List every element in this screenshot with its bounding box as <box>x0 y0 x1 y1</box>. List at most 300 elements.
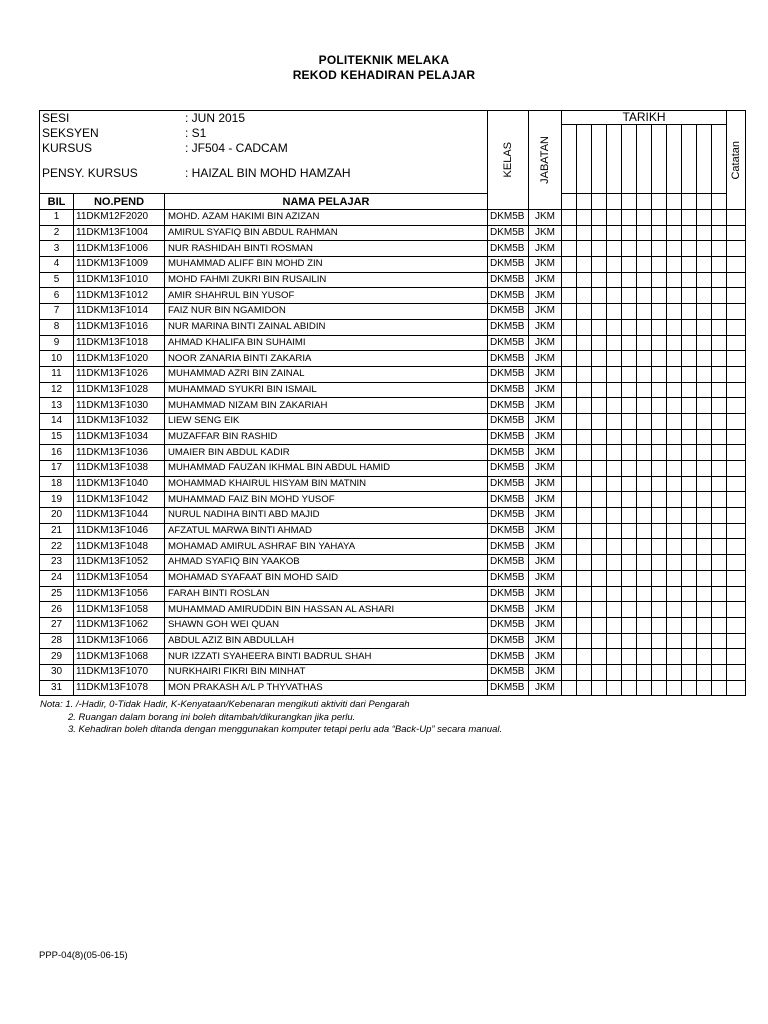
attendance-cell[interactable] <box>577 382 592 398</box>
catatan-cell[interactable] <box>727 319 746 335</box>
attendance-cell[interactable] <box>652 539 667 555</box>
catatan-cell[interactable] <box>727 366 746 382</box>
attendance-cell[interactable] <box>667 304 682 320</box>
attendance-cell[interactable] <box>622 539 637 555</box>
attendance-cell[interactable] <box>562 398 577 414</box>
attendance-cell[interactable] <box>607 649 622 665</box>
attendance-cell[interactable] <box>697 649 712 665</box>
attendance-cell[interactable] <box>682 445 697 461</box>
attendance-cell[interactable] <box>682 272 697 288</box>
attendance-cell[interactable] <box>562 586 577 602</box>
date-column-cell[interactable] <box>652 125 667 194</box>
attendance-cell[interactable] <box>652 649 667 665</box>
attendance-cell[interactable] <box>637 272 652 288</box>
attendance-cell[interactable] <box>622 664 637 680</box>
attendance-cell[interactable] <box>682 335 697 351</box>
attendance-cell[interactable] <box>562 680 577 696</box>
attendance-cell[interactable] <box>652 633 667 649</box>
attendance-cell[interactable] <box>577 319 592 335</box>
attendance-cell[interactable] <box>712 492 727 508</box>
attendance-cell[interactable] <box>712 617 727 633</box>
attendance-cell[interactable] <box>592 461 607 477</box>
attendance-cell[interactable] <box>682 241 697 257</box>
attendance-cell[interactable] <box>622 413 637 429</box>
attendance-cell[interactable] <box>562 664 577 680</box>
attendance-cell[interactable] <box>682 617 697 633</box>
attendance-cell[interactable] <box>712 257 727 273</box>
attendance-cell[interactable] <box>622 555 637 571</box>
attendance-cell[interactable] <box>712 413 727 429</box>
attendance-cell[interactable] <box>607 555 622 571</box>
attendance-cell[interactable] <box>712 445 727 461</box>
catatan-cell[interactable] <box>727 680 746 696</box>
attendance-cell[interactable] <box>682 586 697 602</box>
attendance-cell[interactable] <box>697 617 712 633</box>
catatan-cell[interactable] <box>727 241 746 257</box>
attendance-cell[interactable] <box>577 602 592 618</box>
catatan-cell[interactable] <box>727 476 746 492</box>
attendance-cell[interactable] <box>577 413 592 429</box>
attendance-cell[interactable] <box>637 398 652 414</box>
attendance-cell[interactable] <box>577 461 592 477</box>
attendance-cell[interactable] <box>637 570 652 586</box>
attendance-cell[interactable] <box>682 649 697 665</box>
attendance-cell[interactable] <box>637 429 652 445</box>
attendance-cell[interactable] <box>637 257 652 273</box>
attendance-cell[interactable] <box>682 225 697 241</box>
attendance-cell[interactable] <box>592 241 607 257</box>
date-column-cell[interactable] <box>577 125 592 194</box>
attendance-cell[interactable] <box>637 366 652 382</box>
attendance-cell[interactable] <box>667 445 682 461</box>
attendance-cell[interactable] <box>622 272 637 288</box>
attendance-cell[interactable] <box>577 555 592 571</box>
attendance-cell[interactable] <box>562 476 577 492</box>
attendance-cell[interactable] <box>667 461 682 477</box>
attendance-cell[interactable] <box>637 413 652 429</box>
attendance-cell[interactable] <box>577 649 592 665</box>
attendance-cell[interactable] <box>622 382 637 398</box>
attendance-cell[interactable] <box>697 288 712 304</box>
attendance-cell[interactable] <box>577 617 592 633</box>
attendance-cell[interactable] <box>712 633 727 649</box>
attendance-cell[interactable] <box>622 523 637 539</box>
attendance-cell[interactable] <box>682 413 697 429</box>
attendance-cell[interactable] <box>592 351 607 367</box>
attendance-cell[interactable] <box>652 508 667 524</box>
catatan-cell[interactable] <box>727 508 746 524</box>
attendance-cell[interactable] <box>622 429 637 445</box>
attendance-cell[interactable] <box>607 382 622 398</box>
attendance-cell[interactable] <box>577 492 592 508</box>
attendance-cell[interactable] <box>592 225 607 241</box>
attendance-cell[interactable] <box>592 633 607 649</box>
attendance-cell[interactable] <box>667 382 682 398</box>
attendance-cell[interactable] <box>607 539 622 555</box>
attendance-cell[interactable] <box>592 272 607 288</box>
attendance-cell[interactable] <box>622 335 637 351</box>
attendance-cell[interactable] <box>622 398 637 414</box>
attendance-cell[interactable] <box>652 319 667 335</box>
attendance-cell[interactable] <box>712 429 727 445</box>
attendance-cell[interactable] <box>607 476 622 492</box>
attendance-cell[interactable] <box>637 382 652 398</box>
attendance-cell[interactable] <box>562 382 577 398</box>
attendance-cell[interactable] <box>697 523 712 539</box>
catatan-cell[interactable] <box>727 602 746 618</box>
date-column-cell[interactable] <box>682 194 697 210</box>
attendance-cell[interactable] <box>697 241 712 257</box>
catatan-cell[interactable] <box>727 492 746 508</box>
attendance-cell[interactable] <box>697 351 712 367</box>
attendance-cell[interactable] <box>697 366 712 382</box>
attendance-cell[interactable] <box>682 429 697 445</box>
attendance-cell[interactable] <box>712 304 727 320</box>
attendance-cell[interactable] <box>667 241 682 257</box>
attendance-cell[interactable] <box>622 586 637 602</box>
attendance-cell[interactable] <box>607 664 622 680</box>
attendance-cell[interactable] <box>712 272 727 288</box>
attendance-cell[interactable] <box>637 617 652 633</box>
attendance-cell[interactable] <box>652 413 667 429</box>
attendance-cell[interactable] <box>667 508 682 524</box>
attendance-cell[interactable] <box>637 523 652 539</box>
attendance-cell[interactable] <box>652 351 667 367</box>
attendance-cell[interactable] <box>562 304 577 320</box>
attendance-cell[interactable] <box>577 351 592 367</box>
date-column-cell[interactable] <box>562 194 577 210</box>
attendance-cell[interactable] <box>712 476 727 492</box>
attendance-cell[interactable] <box>577 680 592 696</box>
attendance-cell[interactable] <box>592 429 607 445</box>
attendance-cell[interactable] <box>622 288 637 304</box>
attendance-cell[interactable] <box>652 617 667 633</box>
attendance-cell[interactable] <box>637 319 652 335</box>
attendance-cell[interactable] <box>667 664 682 680</box>
date-column-cell[interactable] <box>652 194 667 210</box>
attendance-cell[interactable] <box>637 351 652 367</box>
attendance-cell[interactable] <box>577 210 592 226</box>
attendance-cell[interactable] <box>592 288 607 304</box>
attendance-cell[interactable] <box>712 288 727 304</box>
attendance-cell[interactable] <box>712 602 727 618</box>
attendance-cell[interactable] <box>592 413 607 429</box>
date-column-cell[interactable] <box>637 194 652 210</box>
attendance-cell[interactable] <box>622 319 637 335</box>
attendance-cell[interactable] <box>667 649 682 665</box>
attendance-cell[interactable] <box>607 429 622 445</box>
attendance-cell[interactable] <box>667 555 682 571</box>
attendance-cell[interactable] <box>607 413 622 429</box>
attendance-cell[interactable] <box>637 335 652 351</box>
attendance-cell[interactable] <box>652 241 667 257</box>
attendance-cell[interactable] <box>712 586 727 602</box>
attendance-cell[interactable] <box>592 492 607 508</box>
attendance-cell[interactable] <box>667 319 682 335</box>
attendance-cell[interactable] <box>607 492 622 508</box>
attendance-cell[interactable] <box>622 445 637 461</box>
attendance-cell[interactable] <box>652 335 667 351</box>
attendance-cell[interactable] <box>637 508 652 524</box>
attendance-cell[interactable] <box>697 382 712 398</box>
attendance-cell[interactable] <box>562 429 577 445</box>
date-column-cell[interactable] <box>712 194 727 210</box>
attendance-cell[interactable] <box>652 210 667 226</box>
attendance-cell[interactable] <box>607 461 622 477</box>
attendance-cell[interactable] <box>622 351 637 367</box>
attendance-cell[interactable] <box>577 366 592 382</box>
attendance-cell[interactable] <box>637 445 652 461</box>
attendance-cell[interactable] <box>712 680 727 696</box>
attendance-cell[interactable] <box>652 257 667 273</box>
attendance-cell[interactable] <box>667 288 682 304</box>
attendance-cell[interactable] <box>652 398 667 414</box>
attendance-cell[interactable] <box>697 398 712 414</box>
catatan-cell[interactable] <box>727 461 746 477</box>
attendance-cell[interactable] <box>577 225 592 241</box>
date-column-cell[interactable] <box>697 125 712 194</box>
attendance-cell[interactable] <box>667 570 682 586</box>
attendance-cell[interactable] <box>697 335 712 351</box>
attendance-cell[interactable] <box>697 476 712 492</box>
catatan-cell[interactable] <box>727 288 746 304</box>
attendance-cell[interactable] <box>562 445 577 461</box>
attendance-cell[interactable] <box>577 335 592 351</box>
attendance-cell[interactable] <box>682 351 697 367</box>
attendance-cell[interactable] <box>637 476 652 492</box>
catatan-cell[interactable] <box>727 445 746 461</box>
attendance-cell[interactable] <box>562 523 577 539</box>
attendance-cell[interactable] <box>592 398 607 414</box>
attendance-cell[interactable] <box>652 476 667 492</box>
attendance-cell[interactable] <box>607 523 622 539</box>
attendance-cell[interactable] <box>682 210 697 226</box>
catatan-cell[interactable] <box>727 586 746 602</box>
attendance-cell[interactable] <box>592 476 607 492</box>
attendance-cell[interactable] <box>697 555 712 571</box>
attendance-cell[interactable] <box>637 602 652 618</box>
catatan-cell[interactable] <box>727 351 746 367</box>
attendance-cell[interactable] <box>652 429 667 445</box>
attendance-cell[interactable] <box>607 288 622 304</box>
attendance-cell[interactable] <box>622 476 637 492</box>
attendance-cell[interactable] <box>562 366 577 382</box>
attendance-cell[interactable] <box>577 241 592 257</box>
attendance-cell[interactable] <box>607 351 622 367</box>
attendance-cell[interactable] <box>697 664 712 680</box>
attendance-cell[interactable] <box>652 304 667 320</box>
attendance-cell[interactable] <box>697 633 712 649</box>
attendance-cell[interactable] <box>577 445 592 461</box>
attendance-cell[interactable] <box>697 413 712 429</box>
attendance-cell[interactable] <box>622 617 637 633</box>
attendance-cell[interactable] <box>667 366 682 382</box>
attendance-cell[interactable] <box>622 508 637 524</box>
attendance-cell[interactable] <box>712 461 727 477</box>
date-column-cell[interactable] <box>712 125 727 194</box>
catatan-cell[interactable] <box>727 398 746 414</box>
attendance-cell[interactable] <box>652 492 667 508</box>
attendance-cell[interactable] <box>592 539 607 555</box>
attendance-cell[interactable] <box>622 241 637 257</box>
attendance-cell[interactable] <box>607 257 622 273</box>
attendance-cell[interactable] <box>667 335 682 351</box>
attendance-cell[interactable] <box>577 398 592 414</box>
attendance-cell[interactable] <box>652 523 667 539</box>
attendance-cell[interactable] <box>622 225 637 241</box>
attendance-cell[interactable] <box>712 366 727 382</box>
attendance-cell[interactable] <box>577 586 592 602</box>
attendance-cell[interactable] <box>667 429 682 445</box>
attendance-cell[interactable] <box>682 570 697 586</box>
attendance-cell[interactable] <box>637 680 652 696</box>
catatan-cell[interactable] <box>727 570 746 586</box>
attendance-cell[interactable] <box>622 570 637 586</box>
catatan-cell[interactable] <box>727 335 746 351</box>
attendance-cell[interactable] <box>667 633 682 649</box>
attendance-cell[interactable] <box>697 225 712 241</box>
attendance-cell[interactable] <box>607 241 622 257</box>
attendance-cell[interactable] <box>697 508 712 524</box>
attendance-cell[interactable] <box>622 492 637 508</box>
attendance-cell[interactable] <box>637 304 652 320</box>
attendance-cell[interactable] <box>697 586 712 602</box>
attendance-cell[interactable] <box>682 476 697 492</box>
attendance-cell[interactable] <box>652 225 667 241</box>
attendance-cell[interactable] <box>712 649 727 665</box>
attendance-cell[interactable] <box>682 680 697 696</box>
attendance-cell[interactable] <box>697 445 712 461</box>
attendance-cell[interactable] <box>607 225 622 241</box>
attendance-cell[interactable] <box>607 210 622 226</box>
attendance-cell[interactable] <box>637 288 652 304</box>
attendance-cell[interactable] <box>622 602 637 618</box>
attendance-cell[interactable] <box>637 633 652 649</box>
attendance-cell[interactable] <box>667 539 682 555</box>
attendance-cell[interactable] <box>652 680 667 696</box>
attendance-cell[interactable] <box>667 225 682 241</box>
attendance-cell[interactable] <box>682 304 697 320</box>
attendance-cell[interactable] <box>622 257 637 273</box>
attendance-cell[interactable] <box>667 586 682 602</box>
attendance-cell[interactable] <box>607 602 622 618</box>
attendance-cell[interactable] <box>667 272 682 288</box>
attendance-cell[interactable] <box>592 366 607 382</box>
attendance-cell[interactable] <box>682 633 697 649</box>
attendance-cell[interactable] <box>592 304 607 320</box>
attendance-cell[interactable] <box>592 649 607 665</box>
attendance-cell[interactable] <box>562 570 577 586</box>
attendance-cell[interactable] <box>667 398 682 414</box>
attendance-cell[interactable] <box>607 633 622 649</box>
attendance-cell[interactable] <box>697 272 712 288</box>
attendance-cell[interactable] <box>637 649 652 665</box>
date-column-cell[interactable] <box>562 125 577 194</box>
date-column-cell[interactable] <box>607 194 622 210</box>
attendance-cell[interactable] <box>697 257 712 273</box>
attendance-cell[interactable] <box>592 382 607 398</box>
attendance-cell[interactable] <box>622 461 637 477</box>
attendance-cell[interactable] <box>607 272 622 288</box>
attendance-cell[interactable] <box>607 366 622 382</box>
attendance-cell[interactable] <box>712 539 727 555</box>
attendance-cell[interactable] <box>712 664 727 680</box>
attendance-cell[interactable] <box>667 257 682 273</box>
attendance-cell[interactable] <box>622 366 637 382</box>
attendance-cell[interactable] <box>577 476 592 492</box>
attendance-cell[interactable] <box>637 225 652 241</box>
attendance-cell[interactable] <box>697 492 712 508</box>
attendance-cell[interactable] <box>592 664 607 680</box>
attendance-cell[interactable] <box>592 586 607 602</box>
attendance-cell[interactable] <box>622 649 637 665</box>
attendance-cell[interactable] <box>607 617 622 633</box>
catatan-cell[interactable] <box>727 539 746 555</box>
attendance-cell[interactable] <box>652 602 667 618</box>
attendance-cell[interactable] <box>637 492 652 508</box>
date-column-cell[interactable] <box>622 194 637 210</box>
attendance-cell[interactable] <box>712 335 727 351</box>
attendance-cell[interactable] <box>592 508 607 524</box>
attendance-cell[interactable] <box>562 649 577 665</box>
catatan-cell[interactable] <box>727 649 746 665</box>
attendance-cell[interactable] <box>667 617 682 633</box>
attendance-cell[interactable] <box>652 288 667 304</box>
attendance-cell[interactable] <box>622 633 637 649</box>
attendance-cell[interactable] <box>682 508 697 524</box>
attendance-cell[interactable] <box>562 319 577 335</box>
date-column-cell[interactable] <box>667 125 682 194</box>
attendance-cell[interactable] <box>712 241 727 257</box>
attendance-cell[interactable] <box>562 508 577 524</box>
attendance-cell[interactable] <box>652 272 667 288</box>
attendance-cell[interactable] <box>712 351 727 367</box>
attendance-cell[interactable] <box>667 413 682 429</box>
attendance-cell[interactable] <box>667 351 682 367</box>
attendance-cell[interactable] <box>682 602 697 618</box>
attendance-cell[interactable] <box>712 508 727 524</box>
attendance-cell[interactable] <box>607 680 622 696</box>
catatan-cell[interactable] <box>727 210 746 226</box>
attendance-cell[interactable] <box>682 398 697 414</box>
attendance-cell[interactable] <box>682 461 697 477</box>
attendance-cell[interactable] <box>652 366 667 382</box>
attendance-cell[interactable] <box>637 539 652 555</box>
attendance-cell[interactable] <box>652 445 667 461</box>
attendance-cell[interactable] <box>637 664 652 680</box>
attendance-cell[interactable] <box>607 445 622 461</box>
date-column-cell[interactable] <box>682 125 697 194</box>
attendance-cell[interactable] <box>667 492 682 508</box>
catatan-cell[interactable] <box>727 272 746 288</box>
attendance-cell[interactable] <box>712 398 727 414</box>
attendance-cell[interactable] <box>577 304 592 320</box>
attendance-cell[interactable] <box>577 272 592 288</box>
catatan-cell[interactable] <box>727 555 746 571</box>
attendance-cell[interactable] <box>682 555 697 571</box>
attendance-cell[interactable] <box>637 241 652 257</box>
attendance-cell[interactable] <box>712 210 727 226</box>
attendance-cell[interactable] <box>577 539 592 555</box>
attendance-cell[interactable] <box>697 602 712 618</box>
attendance-cell[interactable] <box>697 570 712 586</box>
attendance-cell[interactable] <box>697 210 712 226</box>
date-column-cell[interactable] <box>637 125 652 194</box>
attendance-cell[interactable] <box>562 335 577 351</box>
attendance-cell[interactable] <box>667 210 682 226</box>
attendance-cell[interactable] <box>652 664 667 680</box>
attendance-cell[interactable] <box>682 382 697 398</box>
